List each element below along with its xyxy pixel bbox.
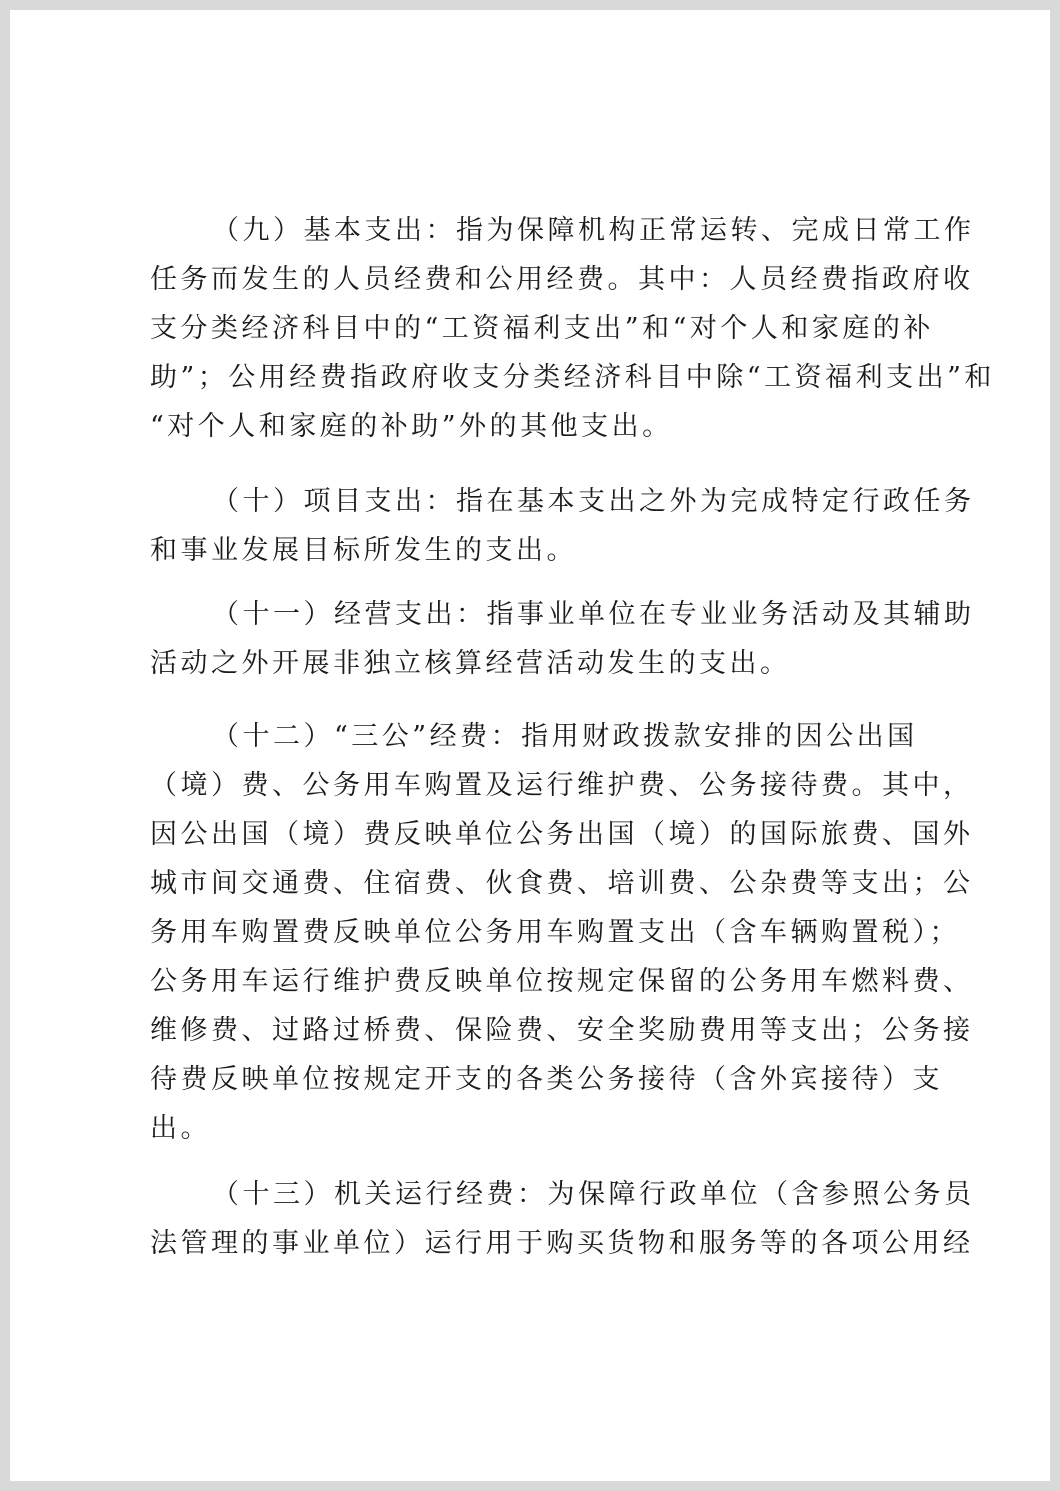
paragraph-line: “对个人和家庭的补助”外的其他支出。: [150, 411, 673, 442]
document-page: [10, 10, 1050, 1481]
paragraph-line: （十）项目支出：指在基本支出之外为完成特定行政任务: [212, 486, 975, 517]
paragraph-line: 因公出国（境）费反映单位公务出国（境）的国际旅费、国外: [150, 819, 974, 850]
paragraph-line: （九）基本支出：指为保障机构正常运转、完成日常工作: [212, 215, 975, 246]
paragraph-line: 待费反映单位按规定开支的各类公务接待（含外宾接待）支: [150, 1064, 943, 1095]
paragraph-line: 任务而发生的人员经费和公用经费。其中：人员经费指政府收: [150, 264, 974, 295]
paragraph-line: 城市间交通费、住宿费、伙食费、培训费、公杂费等支出；公: [150, 868, 974, 899]
paragraph-line: 公务用车运行维护费反映单位按规定保留的公务用车燃料费、: [150, 966, 974, 997]
paragraph-line: 维修费、过路过桥费、保险费、安全奖励费用等支出；公务接: [150, 1015, 974, 1046]
paragraph-line: 法管理的事业单位）运行用于购买货物和服务等的各项公用经: [150, 1228, 974, 1259]
paragraph-line: 和事业发展目标所发生的支出。: [150, 535, 577, 566]
paragraph-line: 活动之外开展非独立核算经营活动发生的支出。: [150, 648, 791, 679]
paragraph-line: （境）费、公务用车购置及运行维护费、公务接待费。其中，: [150, 770, 974, 801]
paragraph-item-11: [150, 590, 975, 688]
paragraph-line: 出。: [150, 1113, 211, 1144]
paragraph-line: （十二）“三公”经费：指用财政拨款安排的因公出国: [212, 721, 918, 752]
paragraph-line: 支分类经济科目中的“工资福利支出”和“对个人和家庭的补: [150, 313, 934, 344]
paragraph-line: （十三）机关运行经费：为保障行政单位（含参照公务员: [212, 1179, 975, 1210]
paragraph-item-12: [150, 712, 974, 1153]
paragraph-item-9: [150, 206, 995, 451]
paragraph-item-10: [150, 477, 975, 575]
paragraph-line: 助”；公用经费指政府收支分类经济科目中除“工资福利支出”和: [150, 362, 995, 393]
paragraph-line: （十一）经营支出：指事业单位在专业业务活动及其辅助: [212, 599, 975, 630]
paragraph-item-13: [150, 1170, 975, 1268]
paragraph-line: 务用车购置费反映单位公务用车购置支出（含车辆购置税）；: [150, 917, 960, 948]
